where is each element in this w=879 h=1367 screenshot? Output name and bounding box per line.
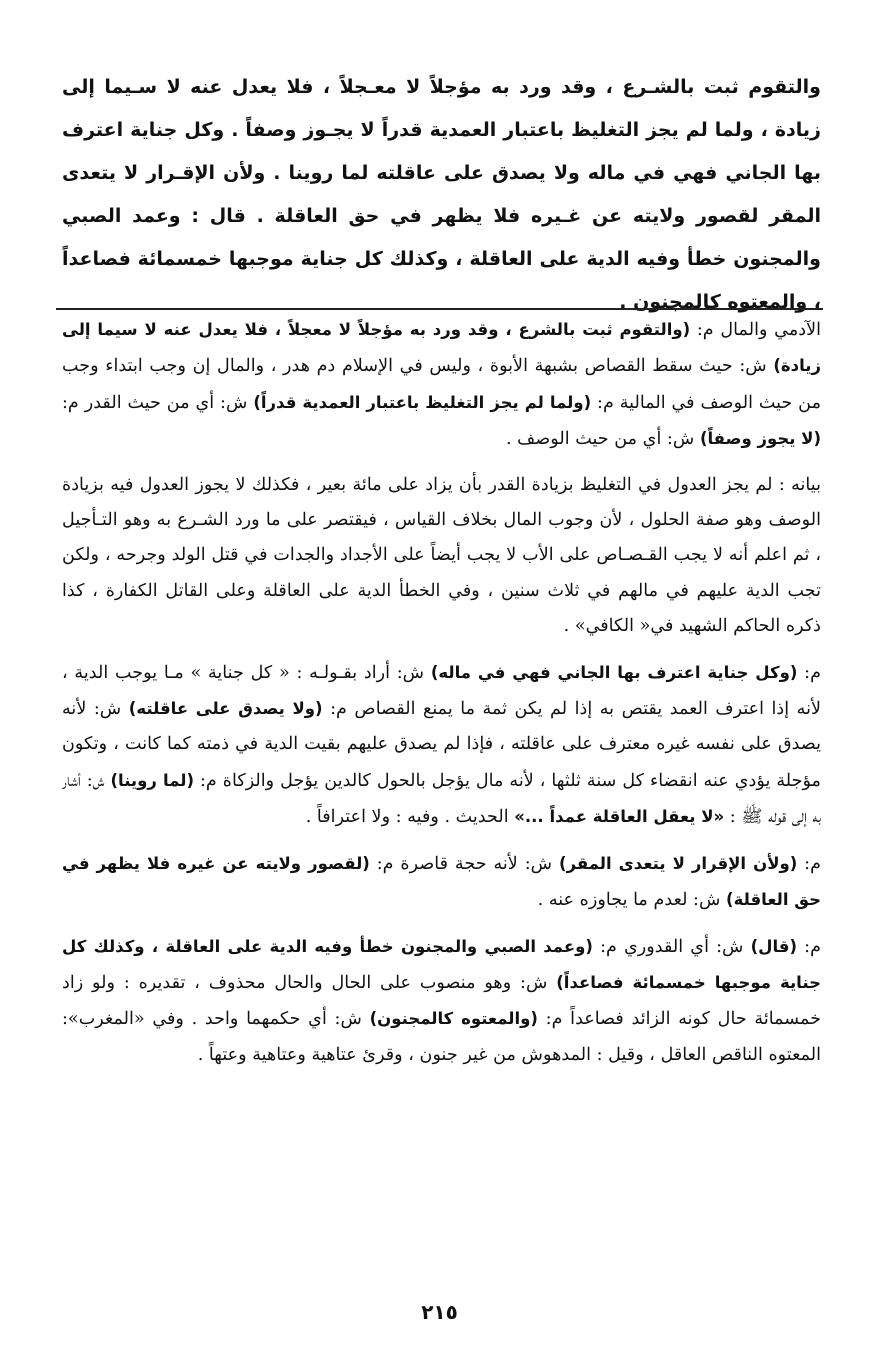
commentary-text: ش: لأنه يصدق على نفسه غيره معترف على عاقلته ، فإذا لم يصدق عليهم بقيت الدية في ذمته كما كانت ، وتكون مؤجلة يؤدي عنه انقضاء كل سنة ثلثها ، لأنه مال يؤجل بالحول كالدين يؤجل والزكاة م: xyxy=(62,699,821,791)
commentary-paragraph-5 xyxy=(62,929,821,1074)
commentary-paragraph-3 xyxy=(62,655,821,836)
hadith-quote: «لا يعقل العاقلة عمداً ...» xyxy=(514,807,725,827)
commentary-text: ش: أراد بقـولـه : « كل جناية » مـا يوجب الدية ، لأنه إذا اعترف العمد يقتص به إذا لم يكن ثمة ما يمنع القصاص م: xyxy=(62,662,822,720)
quoted-matn: (وعمد الصبي والمجنون خطأ وفيه الدية على العاقلة ، وكذلك كل جناية موجبها خمسمائة فصاعداً) xyxy=(62,936,821,992)
commentary-text: ش: أشار به إلى قوله ﷺ : xyxy=(62,770,821,828)
paragraph-lead: م: xyxy=(797,662,821,683)
paragraph-lead: الآدمي والمال م: xyxy=(690,320,821,340)
paragraph-lead: م: xyxy=(797,936,821,957)
commentary-text: ش: حيث سقط القصاص بشبهة الأبوة ، وليس في الإسلام دم هدر ، والمال إن وجب ابتداء وجب من حيث الوصف في المالية م: xyxy=(62,356,821,413)
commentary-text: ش: أي القدوري م: xyxy=(592,936,751,957)
quoted-matn: (والمعتوه كالمجنون) xyxy=(369,1009,538,1029)
quoted-matn: (ولما لم يجز التغليظ باعتبار العمدية قدراً) xyxy=(253,392,592,412)
commentary-text: ش: لعدم ما يجاوزه عنه . xyxy=(537,890,727,911)
commentary-text: ش: وهو منصوب على الحال والحال محذوف ، تقديره : ولو زاد خمسمائة حال كونه الزائد فصاعداً م: xyxy=(62,972,821,1030)
quoted-matn: (والتقوم ثبت بالشرع ، وقد ورد به مؤجلاً لا معجلاً ، فلا يعدل عنه لا سيما إلى زيادة) xyxy=(62,320,821,376)
commentary-text: الحديث . وفيه : ولا اعترافاً . xyxy=(305,807,515,828)
commentary-text: ش: أي من حيث الوصف . xyxy=(505,429,700,450)
commentary-text: ش: أي حكمهما واحد . وفي «المغرب»: المعتوه الناقص العاقل ، وقيل : المدهوش من غير جنون ، وقرئ عتاهية وعتاهية وعتهاً . xyxy=(62,1009,821,1065)
main-text: والتقوم ثبت بالشـرع ، وقد ورد به مؤجلاً لا معـجلاً ، فلا يعدل عنه لا سـيما إلى زيادة ، ولما لم يجز التغليظ باعتبار العمدية قدراً لا يجـوز وصفاً . وكل جناية اعترف بها الجاني فهي في ماله ولا يصدق على عاقلته لما روينا . ولأن الإقـرار لا يتعدى المقر لقصور ولايته عن غـيره فلا يظهر في حق العاقلة . قال : وعمد الصبي والمجنون خطأ وفيه الدية على العاقلة ، وكذلك كل جناية موجبها خمسمائة فصاعداً ، والمعتوه كالمجنون . xyxy=(62,76,821,313)
commentary-paragraph-2: بيانه : لم يجز العدول في التغليظ بزيادة القدر بأن يزاد على مائة بعير ، فكذلك لا يجوز العدول فيه بزيادة الوصف وهو صفة الحلول ، لأن وجوب المال بخلاف القياس ، فيقتصر على ما ورد الشـرع به وهو التـأجيل ، ثم اعلم أنه لا يجب القـصـاص على الأب لا يجب أيضاً على الأجداد والجدات في قتل الولد وجرحه ، ولكن تجب الدية عليهم في مالهم في ثلاث سنين ، وفي الخطأ الدية على العاقلة وعلى القاتل الكفارة ، كذا ذكره الحاكم الشهيد في« الكافي» . xyxy=(62,474,821,637)
quoted-matn: (ولأن الإقرار لا يتعدى المقر) xyxy=(559,853,798,873)
commentary-text: ش: أي من حيث القدر م: xyxy=(62,392,254,413)
quoted-matn: (لما روينا) xyxy=(110,770,194,790)
paragraph-lead: م: xyxy=(797,853,822,874)
quoted-matn: (لا يجوز وصفاً) xyxy=(699,429,821,449)
commentary-paragraph-1 xyxy=(62,312,821,458)
section-divider xyxy=(56,308,823,310)
commentary-paragraph-4 xyxy=(62,846,821,919)
quoted-matn: (قال) xyxy=(750,936,798,956)
page-number: ٢١٥ xyxy=(421,1300,458,1324)
quoted-matn: (وكل جناية اعترف بها الجاني فهي في ماله) xyxy=(430,662,798,682)
quoted-matn: (لقصور ولايته عن غيره فلا يظهر في حق العاقلة) xyxy=(62,853,821,910)
quoted-matn: (ولا يصدق على عاقلته) xyxy=(128,699,323,719)
commentary-text: ش: لأنه حجة قاصرة م: xyxy=(369,853,560,874)
commentary xyxy=(62,312,821,1083)
